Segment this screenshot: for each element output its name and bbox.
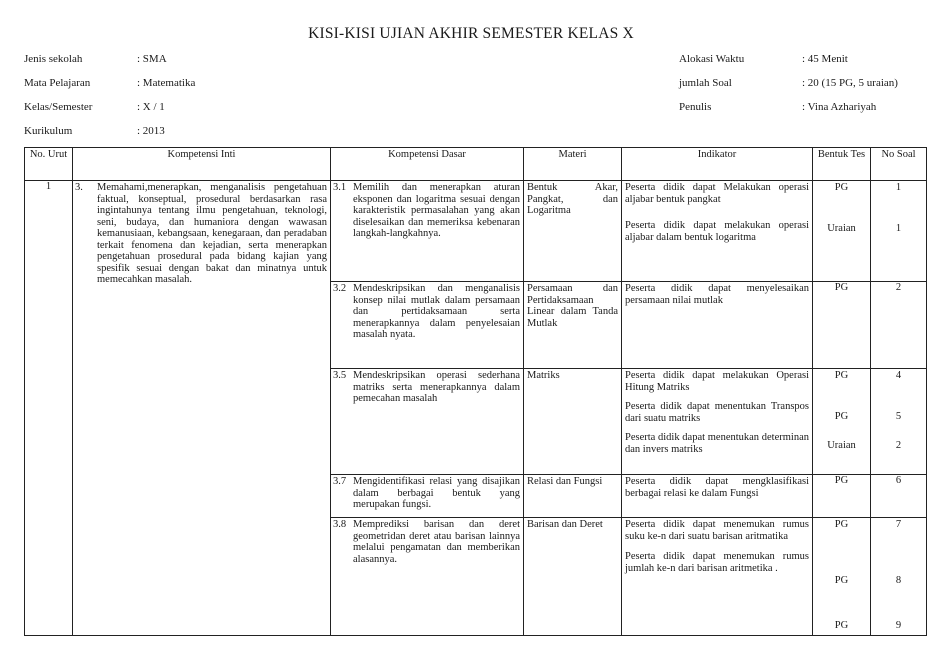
- document-title: KISI-KISI UJIAN AKHIR SEMESTER KELAS X: [308, 25, 634, 42]
- cell-indikator: [622, 181, 813, 282]
- cell-indikator: [622, 369, 813, 475]
- cell-materi: Relasi dan Fungsi: [524, 475, 622, 518]
- cell-no-soal: 2: [871, 282, 927, 369]
- kd-text: Mengidentifikasi relasi yang disajikan dalam berbagai bentuk yang merupakan fungsi.: [353, 476, 520, 510]
- cell-bentuk-tes: PG: [813, 282, 871, 369]
- cell-bentuk-tes: [813, 369, 871, 475]
- cell-bentuk-tes: [813, 518, 871, 636]
- header-no-soal: No Soal: [871, 148, 927, 181]
- no-soal-value: 9: [895, 620, 902, 631]
- indikator-text: Peserta didik dapat menyelesaikan persamaan nilai mutlak: [625, 283, 809, 306]
- no-soal-value: 1: [895, 182, 902, 193]
- kd-number: 3.2: [333, 283, 347, 294]
- kd-text: Memprediksi barisan dan deret geometridan deret atau barisan lainnya melalui pengamatan dan memberikan alasannya.: [353, 519, 520, 565]
- indikator-text: Peserta didik dapat melakukan operasi aljabar dalam bentuk logaritma: [625, 220, 809, 243]
- kd-block: [331, 282, 523, 341]
- header-no-urut: No. Urut: [25, 148, 73, 181]
- cell-kd: [331, 369, 524, 475]
- cell-kd: [331, 475, 524, 518]
- no-soal-value: 1: [895, 223, 902, 234]
- kd-number: 3.7: [333, 476, 347, 487]
- cell-materi: Matriks: [524, 369, 622, 475]
- cell-indikator: [622, 475, 813, 518]
- meta-value: : X / 1: [137, 101, 165, 113]
- cell-indikator: [622, 282, 813, 369]
- header-bentuk-tes: Bentuk Tes: [813, 148, 871, 181]
- cell-indikator: [622, 518, 813, 636]
- ki-number: 3.: [75, 182, 83, 193]
- cell-kompetensi-inti: [73, 181, 331, 636]
- indikator-text: Peserta didik dapat menentukan Transpos dari suatu matriks: [625, 401, 809, 424]
- header-materi: Materi: [524, 148, 622, 181]
- cell-no-urut: 1: [25, 181, 73, 636]
- no-soal-value: 2: [895, 440, 902, 451]
- header-indikator: Indikator: [622, 148, 813, 181]
- meta-label: jumlah Soal: [679, 77, 732, 89]
- indikator-text: Peserta didik dapat Melakukan operasi aljabar bentuk pangkat: [625, 182, 809, 205]
- kd-text: Mendeskripsikan dan menganalisis konsep nilai mutlak dalam persamaan dan pertidaksamaan serta menerapkannya dalam penyelesaian masalah nyata.: [353, 283, 520, 340]
- kisi-kisi-table: [24, 147, 927, 636]
- cell-kd: [331, 282, 524, 369]
- cell-no-soal: [871, 181, 927, 282]
- meta-value: : 20 (15 PG, 5 uraian): [802, 77, 898, 89]
- meta-value: : Matematika: [137, 77, 196, 89]
- kd-number: 3.5: [333, 370, 347, 381]
- cell-no-soal: [871, 518, 927, 636]
- meta-label: Alokasi Waktu: [679, 53, 745, 65]
- indikator-text: Peserta didik dapat mengklasifikasi berbagai relasi ke dalam Fungsi: [625, 476, 809, 499]
- meta-value: : 2013: [137, 125, 165, 137]
- cell-kd: [331, 181, 524, 282]
- cell-no-soal: [871, 369, 927, 475]
- kd-number: 3.1: [333, 182, 347, 193]
- kd-text: Memilih dan menerapkan aturan eksponen dan logaritma sesuai dengan karakteristik permasalahan yang akan diselesaikan dan memeriksa kebenaran langkah-langkahnya.: [353, 182, 520, 239]
- kd-block: [331, 475, 523, 511]
- meta-label: Penulis: [679, 101, 712, 113]
- indikator-text: Peserta didik dapat menemukan rumus jumlah ke-n dari barisan aritmetika .: [625, 551, 809, 574]
- bentuk-tes-value: PG: [834, 519, 849, 530]
- ki-text: Memahami,menerapkan, menganalisis pengetahuan faktual, konseptual, prosedural berdasarkan rasa ingintahunya tentang ilmu pengetahuan, teknologi, seni, budaya, dan humaniora dengan wawasan kemanusiaan, kebangsaan, kenegaraan, dan peradaban terkait fenomena dan kejadian, serta menerapkan pengetahuan prosedural pada bidang kajian yang spesifik sesuai dengan bakat dan minatnya untuk memecahkan masalah.: [97, 182, 327, 285]
- kd-number: 3.8: [333, 519, 347, 530]
- bentuk-tes-value: PG: [834, 620, 849, 631]
- cell-kd: [331, 518, 524, 636]
- cell-materi: Persamaan dan Pertidaksamaan Linear dalam Tanda Mutlak: [524, 282, 622, 369]
- meta-value: : 45 Menit: [802, 53, 848, 65]
- kd-block: [331, 181, 523, 240]
- indikator-text: Peserta didik dapat menemukan rumus suku ke-n dari suatu barisan aritmatika: [625, 519, 809, 542]
- cell-no-soal: 6: [871, 475, 927, 518]
- bentuk-tes-value: Uraian: [827, 223, 856, 234]
- meta-label: Kurikulum: [24, 125, 73, 137]
- indikator-text: Peserta didik dapat melakukan Operasi Hitung Matriks: [625, 370, 809, 393]
- indikator-text: Peserta didik dapat menentukan determinan dan invers matriks: [625, 432, 809, 455]
- meta-label: Kelas/Semester: [24, 101, 93, 113]
- meta-label: Jenis sekolah: [24, 53, 83, 65]
- meta-right: [679, 53, 929, 113]
- header-kompetensi-inti: Kompetensi Inti: [73, 148, 331, 181]
- bentuk-tes-value: PG: [834, 182, 849, 193]
- no-soal-value: 7: [895, 519, 902, 530]
- cell-bentuk-tes: PG: [813, 475, 871, 518]
- bentuk-tes-value: Uraian: [827, 440, 856, 451]
- meta-value: : Vina Azhariyah: [802, 101, 877, 113]
- bentuk-tes-value: PG: [834, 575, 849, 586]
- cell-bentuk-tes: [813, 181, 871, 282]
- no-soal-value: 4: [895, 370, 902, 381]
- kd-text: Mendeskripsikan operasi sederhana matriks serta menerapkannya dalam pemecahan masalah: [353, 370, 520, 404]
- cell-materi: Barisan dan Deret: [524, 518, 622, 636]
- table-row: [25, 181, 927, 282]
- bentuk-tes-value: PG: [834, 411, 849, 422]
- meta-label: Mata Pelajaran: [24, 77, 91, 89]
- bentuk-tes-value: PG: [834, 370, 849, 381]
- no-soal-value: 8: [895, 575, 902, 586]
- header-kompetensi-dasar: Kompetensi Dasar: [331, 148, 524, 181]
- meta-left: [24, 53, 324, 153]
- kd-block: [331, 369, 523, 405]
- no-soal-value: 5: [895, 411, 902, 422]
- ki-block: [73, 181, 330, 286]
- cell-materi: Bentuk Akar, Pangkat, dan Logaritma: [524, 181, 622, 282]
- table-header-row: [25, 148, 927, 181]
- kd-block: [331, 518, 523, 565]
- meta-value: : SMA: [137, 53, 167, 65]
